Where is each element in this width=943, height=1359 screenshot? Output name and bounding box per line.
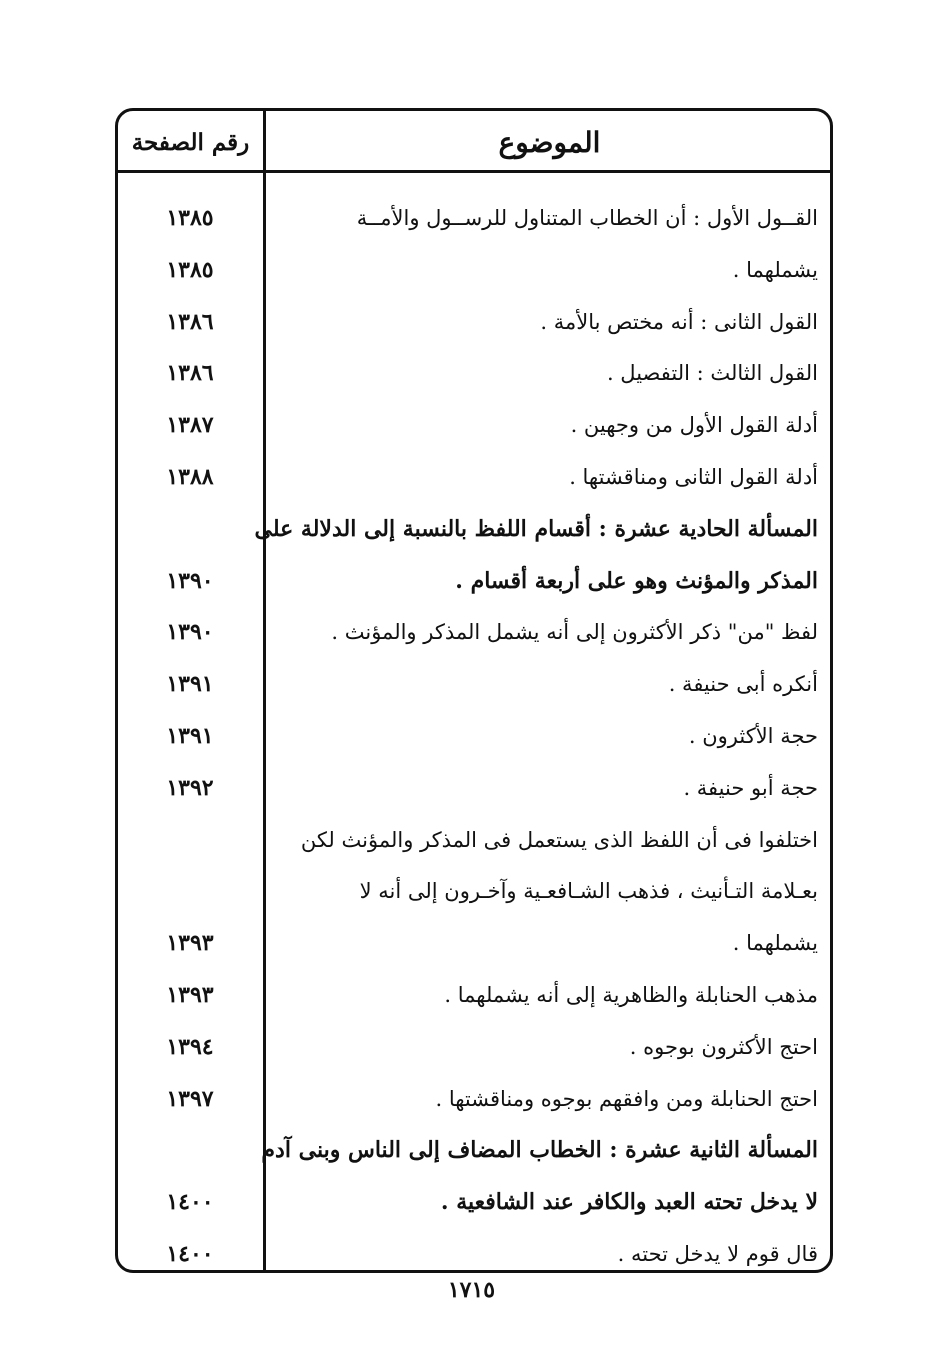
topic-line: احتج الحنابلة ومن وافقهم بوجوه ومناقشتها . xyxy=(435,1087,818,1111)
topic-line: قال قوم لا يدخل تحته . xyxy=(617,1242,818,1266)
page-ref: ١٣٩٣ xyxy=(166,930,214,956)
page-ref: ١٣٨٥ xyxy=(166,257,214,283)
topic-line: القول الثالث : التفصيل . xyxy=(606,361,818,385)
page-ref: ١٣٨٥ xyxy=(166,205,214,231)
topic-line: أدلة القول الأول من وجهين . xyxy=(570,413,818,437)
page-number: ١٧١٥ xyxy=(447,1277,496,1303)
topic-line: المذكر والمؤنث وهو على أربعة أقسام . xyxy=(455,568,818,594)
topic-line: مذهب الحنابلة والظاهرية إلى أنه يشملهما . xyxy=(444,983,818,1007)
topic-line: اختلفوا فى أن اللفظ الذى يستعمل فى المذكر والمؤنث لكن xyxy=(300,828,818,852)
column-divider xyxy=(263,108,266,1273)
page-ref: ١٤٠٠ xyxy=(166,1241,214,1267)
page-ref: ١٣٨٧ xyxy=(166,412,214,438)
page-ref: ١٣٩٠ xyxy=(166,619,214,645)
page-ref: ١٣٩١ xyxy=(166,723,214,749)
page-ref: ١٣٩٠ xyxy=(166,568,214,594)
topic-line: يشملهما . xyxy=(732,258,818,282)
topic-line: القول الثانى : أنه مختص بالأمة . xyxy=(540,310,818,334)
topic-line: حجة أبو حنيفة . xyxy=(683,776,818,800)
page-ref: ١٣٩٧ xyxy=(166,1086,214,1112)
topic-line: احتج الأكثرون بوجوه . xyxy=(629,1035,818,1059)
topic-line: أدلة القول الثانى ومناقشتها . xyxy=(569,465,818,489)
page-ref: ١٣٩٤ xyxy=(166,1034,214,1060)
topic-line: أنكره أبى حنيفة . xyxy=(668,672,818,696)
topic-line: يشملهما . xyxy=(732,931,818,955)
page-ref: ١٣٩١ xyxy=(166,671,214,697)
topic-line: المسألة الحادية عشرة : أقسام اللفظ بالنسبة إلى الدلالة على xyxy=(254,516,818,542)
topic-column-header: الموضوع xyxy=(498,126,601,159)
topic-line: لا يدخل تحته العبد والكافر عند الشافعية . xyxy=(440,1189,818,1215)
page-ref: ١٣٨٦ xyxy=(166,360,214,386)
topic-line: القــول الأول : أن الخطاب المتناول للرســول والأمــة xyxy=(356,206,818,230)
topic-line: بعـلامة التـأنيث ، فذهب الشـافعـية وآخـرون إلى أنه لا xyxy=(359,879,818,903)
page-ref: ١٣٨٦ xyxy=(166,309,214,335)
page-ref: ١٤٠٠ xyxy=(166,1189,214,1215)
topic-line: المسألة الثانية عشرة : الخطاب المضاف إلى الناس وبنى آدم xyxy=(261,1137,818,1163)
header-divider xyxy=(115,170,833,173)
topic-line: لفظ "من" ذكر الأكثرون إلى أنه يشمل المذكر والمؤنث . xyxy=(331,620,818,644)
page-column-header: رقم الصفحة xyxy=(131,129,250,156)
topic-line: حجة الأكثرون . xyxy=(688,724,818,748)
page-ref: ١٣٩٣ xyxy=(166,982,214,1008)
page-ref: ١٣٨٨ xyxy=(166,464,214,490)
page-ref: ١٣٩٢ xyxy=(166,775,214,801)
